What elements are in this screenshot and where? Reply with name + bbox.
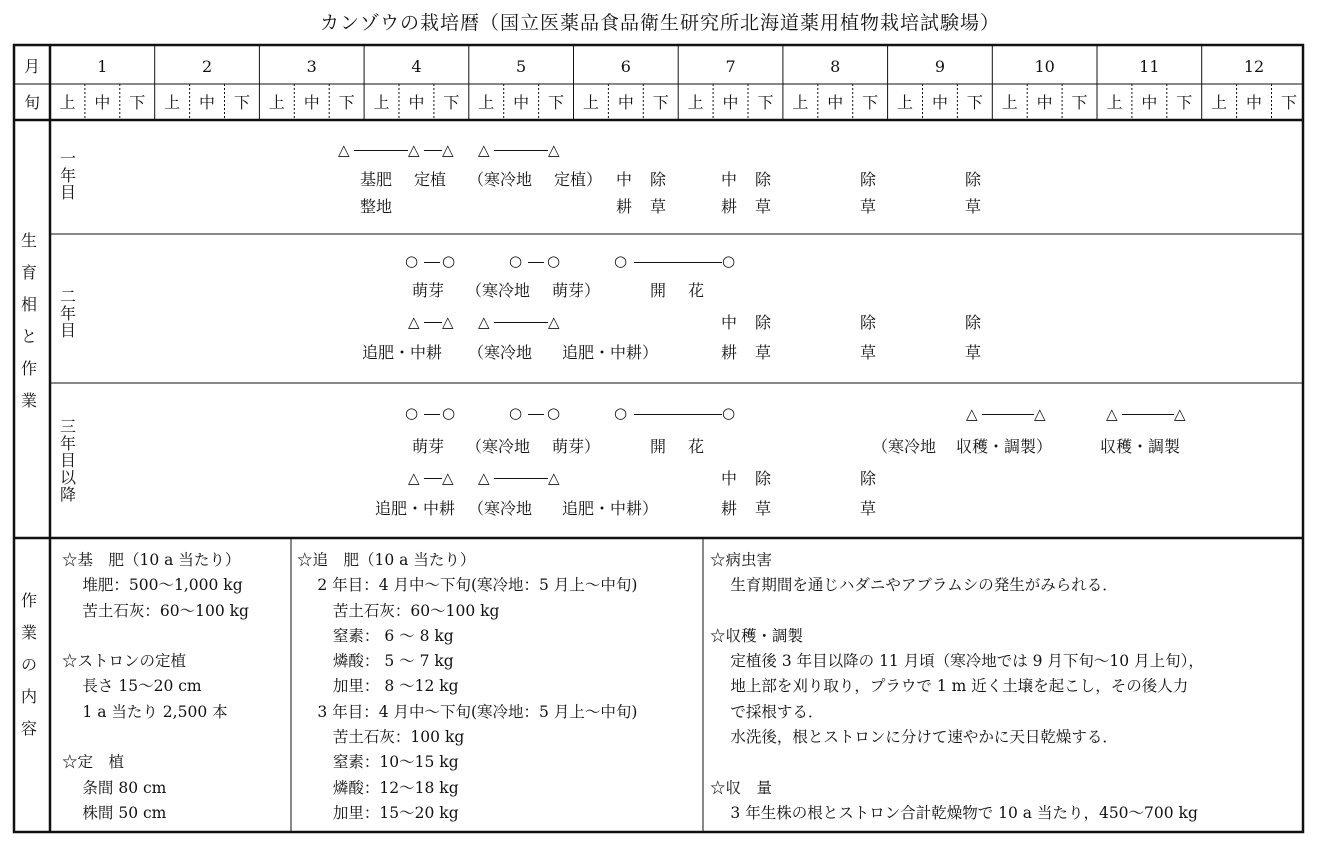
decade-header: 上 — [897, 93, 914, 112]
decade-header: 中 — [408, 93, 425, 112]
year1-label-char: 一 — [59, 149, 76, 168]
decade-header: 上 — [1106, 93, 1123, 112]
work-line: 加里：15～20 kg — [297, 803, 459, 822]
year2-label-char: 二 — [59, 287, 76, 306]
year1-bar — [494, 150, 548, 151]
year1-text: 整地 — [360, 197, 393, 216]
year2-label-char: 目 — [59, 321, 76, 340]
year3-label-char: 年 — [59, 434, 76, 453]
year1-mark: △ — [442, 141, 454, 159]
year2-text: 追肥・中耕） — [562, 343, 659, 362]
year3-text: 除 — [860, 469, 877, 488]
work-column-basal-fertilizer — [62, 548, 249, 826]
year2-bar — [424, 322, 442, 323]
year1-text: （寒冷地 — [468, 170, 533, 189]
year3-text: 草 — [755, 499, 772, 518]
work-line: 窒素：10～15 kg — [297, 753, 459, 772]
year2-text: 耕 — [721, 343, 738, 362]
decade-header: 中 — [931, 93, 948, 112]
decade-header: 上 — [373, 93, 390, 112]
year3-text: 草 — [860, 499, 877, 518]
work-line: 堆肥：500～1,000 kg — [62, 576, 243, 595]
month-header: 10 — [1034, 57, 1055, 76]
decade-header: 下 — [1176, 93, 1193, 112]
decade-label: 旬 — [23, 93, 40, 112]
year3-text: 除 — [755, 469, 772, 488]
page-title: カンゾウの栽培暦（国立医薬品食品衛生研究所北海道薬用植物栽培試験場） — [319, 12, 1000, 34]
year3-circle: ○ — [405, 404, 419, 422]
work-line: 条間 80 cm — [62, 778, 167, 797]
year2-mark: △ — [478, 313, 490, 331]
year1-text: 除 — [755, 170, 772, 189]
year3-bar — [424, 414, 440, 415]
decade-header: 中 — [617, 93, 634, 112]
year1-label-char: 年 — [59, 166, 76, 185]
year3-text: 収穫・調製） — [956, 437, 1053, 456]
year1-text: 基肥 — [360, 170, 393, 189]
year1-text: 草 — [860, 197, 877, 216]
work-line: 長さ 15～20 cm — [62, 677, 202, 696]
year3-mark: △ — [1174, 405, 1186, 423]
decade-header: 下 — [443, 93, 460, 112]
year3-circle: ○ — [442, 404, 456, 422]
year3-label-char: 三 — [59, 417, 76, 436]
year2-text: 草 — [755, 343, 772, 362]
year2-label-char: 年 — [59, 304, 76, 323]
year2-circle: ○ — [547, 252, 561, 270]
year2-text: 萌芽） — [552, 281, 601, 300]
year1-text: 定植） — [554, 170, 603, 189]
year2-text: 除 — [965, 313, 982, 332]
month-header: 5 — [516, 57, 527, 76]
year1-mark: △ — [408, 141, 420, 159]
decade-header: 中 — [1141, 93, 1158, 112]
year3-bar — [528, 414, 544, 415]
year2-circle: ○ — [614, 252, 628, 270]
month-header: 9 — [934, 57, 946, 76]
year1-text: 除 — [965, 170, 982, 189]
decade-header: 下 — [652, 93, 669, 112]
work-line: 3 年生株の根とストロン合計乾燥物で 10 a 当たり，450～700 kg — [710, 803, 1198, 822]
year2-text: 除 — [860, 313, 877, 332]
work-line: 1 a 当たり 2,500 本 — [62, 702, 228, 721]
work-line: ☆ストロンの定植 — [62, 652, 187, 671]
year1-text: 耕 — [616, 197, 633, 216]
decade-header: 中 — [1246, 93, 1263, 112]
year3-text: （寒冷地 — [468, 499, 533, 518]
year1-text: 中 — [721, 170, 738, 189]
year2-bar — [634, 262, 722, 263]
year2-bar — [494, 322, 548, 323]
year1-bar — [424, 150, 442, 151]
year1-mark: △ — [478, 141, 490, 159]
month-header: 8 — [830, 57, 841, 76]
year2-mark: △ — [442, 313, 454, 331]
year3-mark: △ — [442, 469, 454, 487]
decade-header: 下 — [862, 93, 879, 112]
work-line: 3 年目：4 月中～下旬(寒冷地：5 月上～中旬) — [297, 702, 638, 721]
year1-label-char: 目 — [59, 183, 76, 202]
work-line: ☆病虫害 — [710, 551, 773, 569]
year1-text: 草 — [965, 197, 982, 216]
year1-label — [58, 150, 78, 201]
year3-text: （寒冷地 — [872, 437, 937, 456]
year2-text: 開 — [650, 281, 667, 300]
year3-circle: ○ — [722, 404, 736, 422]
decade-header: 下 — [1071, 93, 1088, 112]
year3-circle: ○ — [509, 404, 523, 422]
growth-label-char: と — [20, 327, 37, 346]
year2-text: 中 — [721, 313, 738, 332]
decade-header: 下 — [548, 93, 565, 112]
year3-mark: △ — [1034, 405, 1046, 423]
work-line: ☆収 量 — [710, 778, 773, 797]
year3-bar — [494, 478, 548, 479]
year2-mark: △ — [548, 313, 560, 331]
year3-text: 耕 — [721, 499, 738, 518]
year2-text: 除 — [755, 313, 772, 332]
work-line: 燐酸：12～18 kg — [297, 778, 459, 797]
work-line — [62, 725, 249, 750]
month-header: 4 — [411, 57, 422, 76]
month-header: 1 — [97, 57, 108, 76]
decade-header: 下 — [338, 93, 355, 112]
year3-mark: △ — [408, 469, 420, 487]
year3-label-char: 目 — [59, 451, 76, 470]
decade-header: 下 — [129, 93, 146, 112]
work-line — [62, 624, 249, 649]
work-line: 定植後 3 年目以降の 11 月頃（寒冷地では 9 月下旬～10 月上旬）， — [710, 652, 1204, 671]
year3-mark: △ — [478, 469, 490, 487]
year3-text: 開 — [650, 437, 667, 456]
work-line: ☆収穫・調製 — [710, 626, 804, 645]
year1-text: 定植 — [414, 170, 447, 189]
year2-text: 花 — [688, 281, 705, 300]
year1-text: 除 — [650, 170, 667, 189]
year3-mark: △ — [966, 405, 978, 423]
growth-label-char: 作 — [20, 359, 37, 378]
growth-label-char: 育 — [20, 263, 37, 282]
year1-mark: △ — [338, 141, 350, 159]
decade-header: 下 — [1280, 93, 1297, 112]
growth-label-char: 生 — [20, 231, 37, 250]
year2-text: （寒冷地 — [466, 281, 531, 300]
growth-label-char: 相 — [20, 295, 37, 314]
decade-header: 上 — [268, 93, 285, 112]
month-header: 12 — [1243, 57, 1265, 76]
year3-bar — [424, 478, 442, 479]
year3-mark: △ — [1106, 405, 1118, 423]
year1-mark: △ — [548, 141, 560, 159]
growth-label-char: 業 — [20, 391, 37, 410]
year3-text: 追肥・中耕） — [562, 499, 659, 518]
year3-text: 花 — [688, 437, 705, 456]
decade-header: 下 — [966, 93, 983, 112]
decade-header: 下 — [233, 93, 250, 112]
year1-text: 除 — [860, 170, 877, 189]
decade-header: 上 — [1001, 93, 1018, 112]
work-line: 2 年目：4 月中～下旬(寒冷地：5 月上～中旬) — [297, 576, 638, 595]
work-line: 窒素： 6 ～ 8 kg — [297, 626, 454, 645]
work-label-char: の — [20, 655, 37, 674]
decade-header: 上 — [792, 93, 809, 112]
year3-bar — [982, 414, 1034, 415]
decade-header: 中 — [513, 93, 530, 112]
decade-header: 上 — [1211, 93, 1228, 112]
year2-mark: △ — [408, 313, 420, 331]
year3-text: 追肥・中耕 — [375, 499, 456, 518]
work-line: 苦土石灰：100 kg — [297, 728, 465, 747]
decade-header: 中 — [199, 93, 216, 112]
decade-header: 中 — [827, 93, 844, 112]
decade-header: 上 — [164, 93, 181, 112]
year2-text: 草 — [860, 343, 877, 362]
work-line: ☆基 肥（10 a 当たり） — [62, 551, 241, 569]
decade-header: 中 — [722, 93, 739, 112]
decade-header: 中 — [1036, 93, 1053, 112]
year2-label — [58, 288, 78, 339]
month-header: 11 — [1139, 57, 1160, 76]
year3-text: 萌芽 — [412, 437, 445, 456]
year3-label-char: 降 — [59, 485, 76, 504]
year3-circle: ○ — [547, 404, 561, 422]
year2-circle: ○ — [442, 252, 456, 270]
work-label-char: 容 — [20, 719, 37, 738]
year2-circle: ○ — [722, 252, 736, 270]
decade-header: 下 — [757, 93, 774, 112]
decade-header: 中 — [94, 93, 111, 112]
year3-circle: ○ — [614, 404, 628, 422]
work-column-top-dressing — [297, 548, 637, 826]
work-label-char: 業 — [20, 623, 37, 642]
work-line: 燐酸： 5 ～ 7 kg — [297, 652, 454, 671]
work-line: 水洗後，根とストロンに分けて速やかに天日乾燥する． — [710, 728, 1118, 747]
growth-section-label — [17, 225, 41, 417]
year3-text: 中 — [721, 469, 738, 488]
year1-text: 中 — [616, 170, 633, 189]
year1-text: 耕 — [721, 197, 738, 216]
month-label: 月 — [23, 57, 40, 76]
year1-bar — [354, 150, 408, 151]
work-line: 生育期間を通じハダニやアブラムシの発生がみられる． — [710, 576, 1118, 595]
decade-header: 上 — [687, 93, 704, 112]
month-header: 6 — [620, 57, 631, 76]
work-line — [710, 750, 1204, 775]
work-line: で採根する． — [710, 702, 824, 721]
work-line: 地上部を刈り取り，プラウで 1 m 近く土壌を起こし，その後人力 — [710, 677, 1189, 696]
year2-circle: ○ — [405, 252, 419, 270]
work-label-char: 作 — [20, 591, 37, 610]
work-label-char: 内 — [20, 687, 37, 706]
year1-text: 草 — [650, 197, 667, 216]
work-line: ☆追 肥（10 a 当たり） — [297, 551, 476, 569]
year2-circle: ○ — [509, 252, 523, 270]
year3-text: （寒冷地 — [466, 437, 531, 456]
work-section-label — [17, 585, 41, 745]
year2-bar — [424, 262, 440, 263]
decade-header: 上 — [478, 93, 495, 112]
year2-bar — [528, 262, 544, 263]
year2-text: 追肥・中耕 — [362, 343, 443, 362]
work-line: 苦土石灰：60～100 kg — [297, 601, 500, 620]
work-column-pests-harvest — [710, 548, 1204, 826]
work-line: ☆定 植 — [62, 753, 125, 772]
work-line: 加里： 8 ～12 kg — [297, 677, 459, 696]
year2-text: 萌芽 — [412, 281, 445, 300]
year2-text: （寒冷地 — [468, 343, 533, 362]
decade-header: 上 — [582, 93, 599, 112]
month-header: 2 — [201, 57, 213, 76]
year1-text: 草 — [755, 197, 772, 216]
year3-label-char: 以 — [59, 468, 76, 487]
year3-mark: △ — [548, 469, 560, 487]
year3-text: 収穫・調製 — [1100, 437, 1181, 456]
month-header: 7 — [725, 57, 736, 76]
decade-header: 中 — [303, 93, 320, 112]
year2-text: 草 — [965, 343, 982, 362]
work-line — [710, 599, 1204, 624]
month-header: 3 — [306, 57, 317, 76]
year3-bar — [634, 414, 722, 415]
work-line: 株間 50 cm — [62, 803, 167, 822]
year3-text: 萌芽） — [552, 437, 601, 456]
year3-bar — [1122, 414, 1174, 415]
decade-header: 上 — [59, 93, 76, 112]
year3-label — [58, 418, 78, 503]
work-line: 苦土石灰：60～100 kg — [62, 601, 249, 620]
